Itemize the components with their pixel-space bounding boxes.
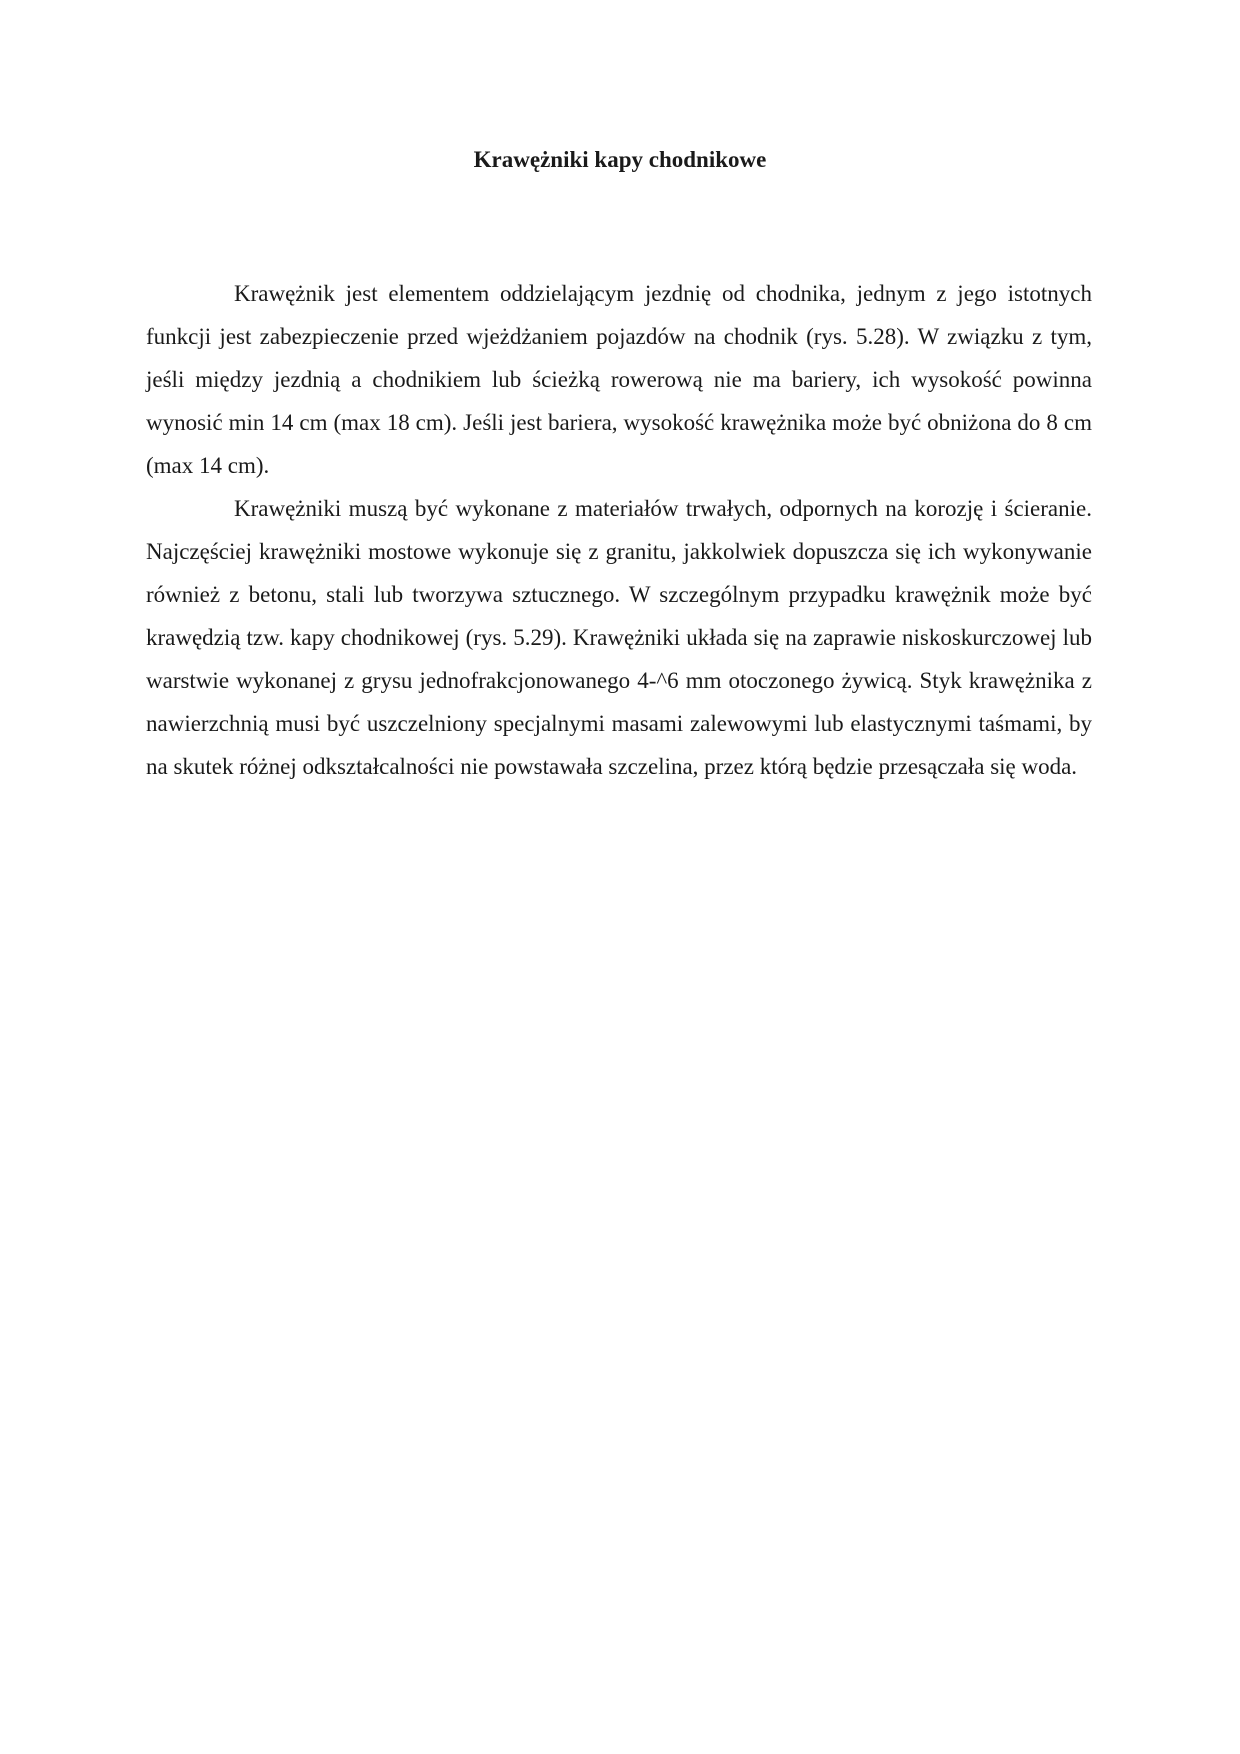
paragraph-curb-function: Krawężnik jest elementem oddzielającym jezdnię od chodnika, jednym z jego istotnych funkcji jest zabezpieczenie przed wjeżdżaniem pojazdów na chodnik (rys. 5.28). W związku z tym, jeśli między jezdnią a chodnikiem lub ścieżką rowerową nie ma bariery, ich wysokość powinna wynosić min 14 cm (max 18 cm). Jeśli jest bariera, wysokość krawężnika może być obniżona do 8 cm (max 14 cm). [146, 281, 1092, 478]
paragraph-curb-materials: Krawężniki muszą być wykonane z materiałów trwałych, odpornych na korozję i ścieranie. Najczęściej krawężniki mostowe wykonuje się z granitu, jakkolwiek dopuszcza się ich wykonywanie również z betonu, stali lub tworzywa sztucznego. W szczególnym przypadku krawężnik może być krawędzią tzw. kapy chodnikowej (rys. 5.29). Krawężniki układa się na zaprawie niskoskurczowej lub warstwie wykonanej z grysu jednofrakcjonowanego 4-^6 mm otoczonego żywicą. Styk krawężnika z nawierzchnią musi być uszczelniony specjalnymi masami zalewowymi lub elastycznymi taśmami, by na skutek różnej odkształcalności nie powstawała szczelina, przez którą będzie przesączała się woda. [146, 496, 1092, 779]
document-title: Krawężniki kapy chodnikowe [473, 147, 767, 172]
document-body [146, 272, 1092, 788]
